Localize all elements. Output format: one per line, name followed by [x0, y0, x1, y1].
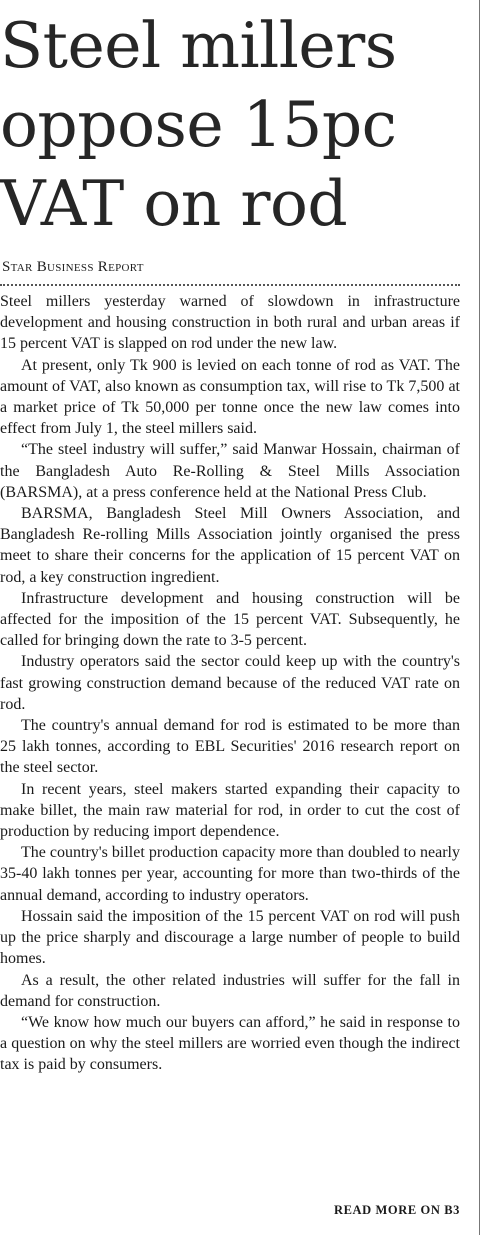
paragraph: In recent years, steel makers started expanding their capacity to make billet, the main raw material for rod, in order to cut the cost of production by reducing import dependence.: [0, 780, 460, 841]
headline: Steel millers oppose 15pc VAT on rod: [0, 9, 397, 240]
read-more-link[interactable]: READ MORE ON B3: [333, 1203, 460, 1217]
paragraph: “We know how much our buyers can afford,” he said in response to a question on why the steel millers are worried even though the indirect tax is paid by consumers.: [0, 1013, 460, 1074]
paragraph: The country's billet production capacity more than doubled to nearly 35-40 lakh tonnes per year, accounting for more than two-thirds of the annual demand, according to industry operators.: [0, 844, 460, 904]
paragraph: BARSMA, Bangladesh Steel Mill Owners Association, and Bangladesh Re-rolling Mills Association jointly organised the press meet to share their concerns for the application of 15 percent VAT on rod, a key construction ingredient.: [0, 505, 460, 586]
paragraph: Industry operators said the sector could keep up with the country's fast growing construction demand because of the reduced VAT rate on rod.: [0, 653, 460, 713]
article-body: [0, 291, 460, 1076]
paragraph: “The steel industry will suffer,” said Manwar Hossain, chairman of the Bangladesh Auto Re-Rolling & Steel Mills Association (BARSMA), at a press conference held at the National Press Club.: [0, 441, 460, 501]
column-rule: [479, 0, 480, 1235]
paragraph: The country's annual demand for rod is estimated to be more than 25 lakh tonnes, according to EBL Securities' 2016 research report on the steel sector.: [0, 717, 460, 777]
paragraph: Hossain said the imposition of the 15 percent VAT on rod will push up the price sharply and discourage a large number of people to build homes.: [0, 907, 460, 968]
paragraph: At present, only Tk 900 is levied on each tonne of rod as VAT. The amount of VAT, also known as consumption tax, will rise to Tk 7,500 at a market price of Tk 50,000 per tonne once the new law comes into effect from July 1, the steel millers said.: [0, 356, 460, 438]
paragraph: As a result, the other related industries will suffer for the fall in demand for construction.: [0, 971, 460, 1010]
paragraph: Steel millers yesterday warned of slowdown in infrastructure development and housing construction in both rural and urban areas if 15 percent VAT is slapped on rod under the new law.: [0, 293, 460, 353]
paragraph: Infrastructure development and housing construction will be affected for the imposition of the 15 percent VAT. Subsequently, he called for bringing down the rate to 3-5 percent.: [0, 589, 460, 650]
byline: Star Business Report: [2, 259, 144, 275]
dotted-divider: [0, 284, 460, 286]
